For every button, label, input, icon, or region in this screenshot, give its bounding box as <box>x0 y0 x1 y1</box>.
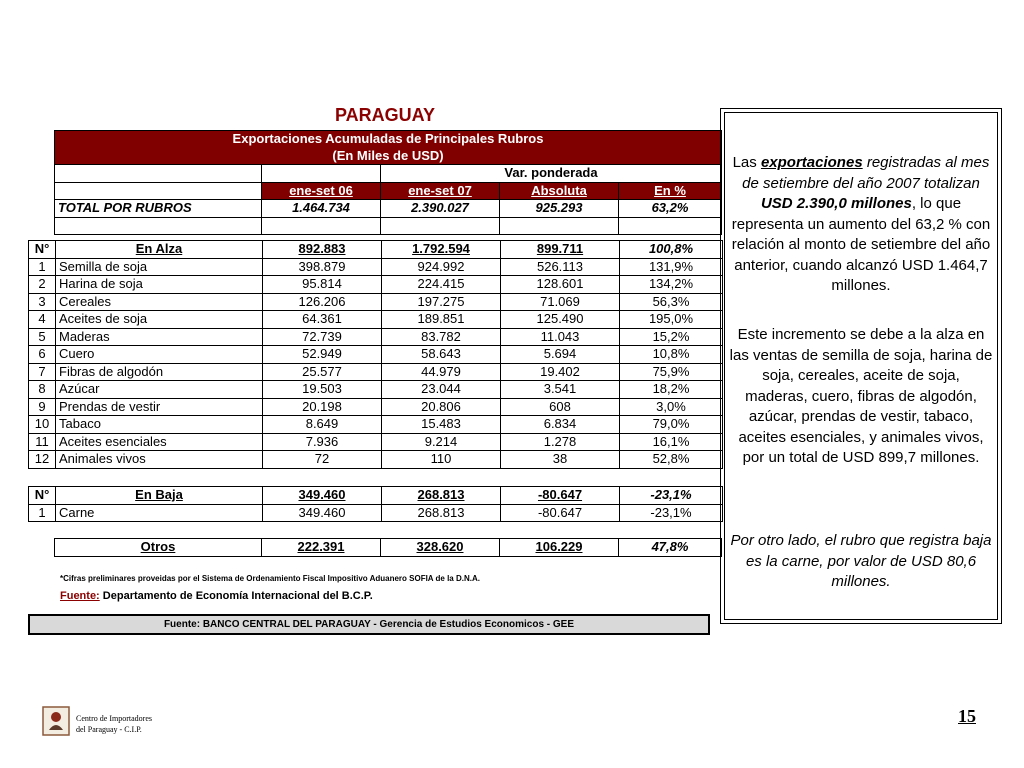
cell-n: 12 <box>29 451 56 469</box>
col-header-ene-set-07: ene-set 07 <box>381 182 500 200</box>
cell-n: 8 <box>29 381 56 399</box>
cell-name: Carne <box>56 504 263 522</box>
cell-v3: 19.402 <box>501 363 620 381</box>
source-label: Fuente: <box>60 590 100 602</box>
table-row <box>29 276 723 294</box>
alza-v4: 100,8% <box>620 241 723 259</box>
col-header-en-pct: En % <box>619 182 722 200</box>
cell-n: 11 <box>29 433 56 451</box>
cell-n: 4 <box>29 311 56 329</box>
total-v2: 2.390.027 <box>381 200 500 218</box>
var-ponderada-label: Var. ponderada <box>381 165 722 183</box>
total-label: TOTAL POR RUBROS <box>55 200 262 218</box>
cell-v4: -23,1% <box>620 504 723 522</box>
logo-line1: Centro de Importadores <box>76 714 152 723</box>
total-v1: 1.464.734 <box>262 200 381 218</box>
cell-name: Prendas de vestir <box>56 398 263 416</box>
cell-v2: 15.483 <box>382 416 501 434</box>
table-row <box>29 363 723 381</box>
cell-v3: 6.834 <box>501 416 620 434</box>
commentary-p1 <box>725 153 997 297</box>
baja-label: En Baja <box>56 487 263 505</box>
cell-n: 1 <box>29 504 56 522</box>
cell-name: Cereales <box>56 293 263 311</box>
cell-v3: 608 <box>501 398 620 416</box>
baja-v3: -80.647 <box>501 487 620 505</box>
cell-v1: 52.949 <box>263 346 382 364</box>
alza-v1: 892.883 <box>263 241 382 259</box>
cell-name: Harina de soja <box>56 276 263 294</box>
table-row <box>29 346 723 364</box>
otros-row <box>28 539 722 557</box>
table-row <box>29 451 723 469</box>
cell-v2: 924.992 <box>382 258 501 276</box>
table-row <box>29 433 723 451</box>
cell-v2: 58.643 <box>382 346 501 364</box>
cell-v1: 398.879 <box>263 258 382 276</box>
cell-v4: 18,2% <box>620 381 723 399</box>
cell-n: 5 <box>29 328 56 346</box>
baja-num-header: N° <box>29 487 56 505</box>
table-row <box>29 328 723 346</box>
cell-v2: 23.044 <box>382 381 501 399</box>
col-header-absoluta: Absoluta <box>500 182 619 200</box>
cell-v1: 7.936 <box>263 433 382 451</box>
cell-name: Maderas <box>56 328 263 346</box>
cell-v1: 349.460 <box>263 504 382 522</box>
source-text: Departamento de Economía Internacional del B.C.P. <box>102 590 373 602</box>
alza-v2: 1.792.594 <box>382 241 501 259</box>
cell-n: 3 <box>29 293 56 311</box>
cell-v3: 71.069 <box>501 293 620 311</box>
cell-v1: 19.503 <box>263 381 382 399</box>
total-row <box>28 200 722 218</box>
alza-label: En Alza <box>56 241 263 259</box>
table-row <box>29 416 723 434</box>
baja-v2: 268.813 <box>382 487 501 505</box>
cell-n: 10 <box>29 416 56 434</box>
alza-header-row <box>29 241 723 259</box>
alza-num-header: N° <box>29 241 56 259</box>
cell-v2: 110 <box>382 451 501 469</box>
cell-v4: 3,0% <box>620 398 723 416</box>
cell-v2: 20.806 <box>382 398 501 416</box>
alza-v3: 899.711 <box>501 241 620 259</box>
table-row <box>29 381 723 399</box>
table-title-line2: (En Miles de USD) <box>55 148 722 165</box>
p1-c: , lo que representa un aumento del 63,2 % con relación al monto de setiembre del año anterior, cuando alcanzó USD 1.464,7 millones. <box>731 195 991 294</box>
cell-v1: 72 <box>263 451 382 469</box>
cell-v2: 83.782 <box>382 328 501 346</box>
otros-v2: 328.620 <box>381 539 500 557</box>
cell-v1: 8.649 <box>263 416 382 434</box>
table-title-line1: Exportaciones Acumuladas de Principales Rubros <box>55 131 722 148</box>
table-row <box>29 258 723 276</box>
cell-name: Fibras de algodón <box>56 363 263 381</box>
p1-a: Las <box>732 154 761 171</box>
cip-logo-icon <box>42 706 70 736</box>
cell-v4: 10,8% <box>620 346 723 364</box>
cell-v2: 44.979 <box>382 363 501 381</box>
cell-v3: 38 <box>501 451 620 469</box>
cell-v4: 195,0% <box>620 311 723 329</box>
cell-v3: 11.043 <box>501 328 620 346</box>
cell-name: Cuero <box>56 346 263 364</box>
cell-v3: 5.694 <box>501 346 620 364</box>
otros-table <box>28 538 722 557</box>
cell-n: 9 <box>29 398 56 416</box>
page-title: PARAGUAY <box>334 105 436 125</box>
cell-v4: 75,9% <box>620 363 723 381</box>
cell-v3: -80.647 <box>501 504 620 522</box>
cell-v2: 197.275 <box>382 293 501 311</box>
p1-keyword: exportaciones <box>760 154 863 171</box>
cell-v1: 64.361 <box>263 311 382 329</box>
p1-b: registradas al mes de setiembre del año 2007 totalizan <box>742 154 990 192</box>
logo-line2: del Paraguay - C.I.P. <box>76 725 142 734</box>
cell-name: Aceites de soja <box>56 311 263 329</box>
cell-n: 7 <box>29 363 56 381</box>
bcp-source-bar: Fuente: BANCO CENTRAL DEL PARAGUAY - Gerencia de Estudios Economicos - GEE <box>28 614 710 635</box>
alza-table <box>28 240 723 469</box>
page-number: 15 <box>958 706 976 726</box>
cell-v4: 79,0% <box>620 416 723 434</box>
cell-name: Animales vivos <box>56 451 263 469</box>
cell-v1: 20.198 <box>263 398 382 416</box>
total-v3: 925.293 <box>500 200 619 218</box>
table-row <box>29 311 723 329</box>
cell-v2: 268.813 <box>382 504 501 522</box>
cell-v4: 52,8% <box>620 451 723 469</box>
cell-v4: 134,2% <box>620 276 723 294</box>
col-header-ene-set-06: ene-set 06 <box>262 182 381 200</box>
cell-v3: 1.278 <box>501 433 620 451</box>
otros-label: Otros <box>55 539 262 557</box>
cell-v1: 95.814 <box>263 276 382 294</box>
p1-amount: USD 2.390,0 millones <box>760 195 912 212</box>
cell-v1: 72.739 <box>263 328 382 346</box>
baja-header-row <box>29 487 723 505</box>
cell-n: 2 <box>29 276 56 294</box>
baja-v1: 349.460 <box>263 487 382 505</box>
cell-v3: 526.113 <box>501 258 620 276</box>
cell-v4: 15,2% <box>620 328 723 346</box>
cell-v3: 125.490 <box>501 311 620 329</box>
commentary-box <box>720 108 1002 624</box>
cell-n: 1 <box>29 258 56 276</box>
total-v4: 63,2% <box>619 200 722 218</box>
otros-v3: 106.229 <box>500 539 619 557</box>
otros-v1: 222.391 <box>262 539 381 557</box>
cell-name: Azúcar <box>56 381 263 399</box>
cell-v2: 9.214 <box>382 433 501 451</box>
cell-v4: 16,1% <box>620 433 723 451</box>
table-row <box>29 293 723 311</box>
commentary-p2: Este incremento se debe a la alza en las ventas de semilla de soja, harina de soja, cereales, aceite de soja, maderas, cuero, fibras de algodón, azúcar, prendas de vestir, tabaco, aceites esenciales, y animales vivos, por un total de USD 899,7 millones. <box>729 326 993 466</box>
baja-table <box>28 486 723 522</box>
cell-v1: 25.577 <box>263 363 382 381</box>
commentary-p3: Por otro lado, el rubro que registra baja es la carne, por valor de USD 80,6 millones. <box>730 532 992 590</box>
cell-name: Aceites esenciales <box>56 433 263 451</box>
table-row <box>29 398 723 416</box>
logo-text <box>76 713 152 735</box>
cell-v3: 3.541 <box>501 381 620 399</box>
table-row <box>29 504 723 522</box>
source-line <box>60 590 373 602</box>
otros-v4: 47,8% <box>619 539 722 557</box>
cell-v2: 189.851 <box>382 311 501 329</box>
cell-v4: 56,3% <box>620 293 723 311</box>
summary-table <box>28 130 722 235</box>
cell-v2: 224.415 <box>382 276 501 294</box>
cell-name: Semilla de soja <box>56 258 263 276</box>
cell-v3: 128.601 <box>501 276 620 294</box>
cell-name: Tabaco <box>56 416 263 434</box>
footnote: *Cifras preliminares proveidas por el Sistema de Ordenamiento Fiscal Impositivo Aduanero SOFIA de la D.N.A. <box>60 574 480 583</box>
cell-n: 6 <box>29 346 56 364</box>
cell-v1: 126.206 <box>263 293 382 311</box>
baja-v4: -23,1% <box>620 487 723 505</box>
cell-v4: 131,9% <box>620 258 723 276</box>
